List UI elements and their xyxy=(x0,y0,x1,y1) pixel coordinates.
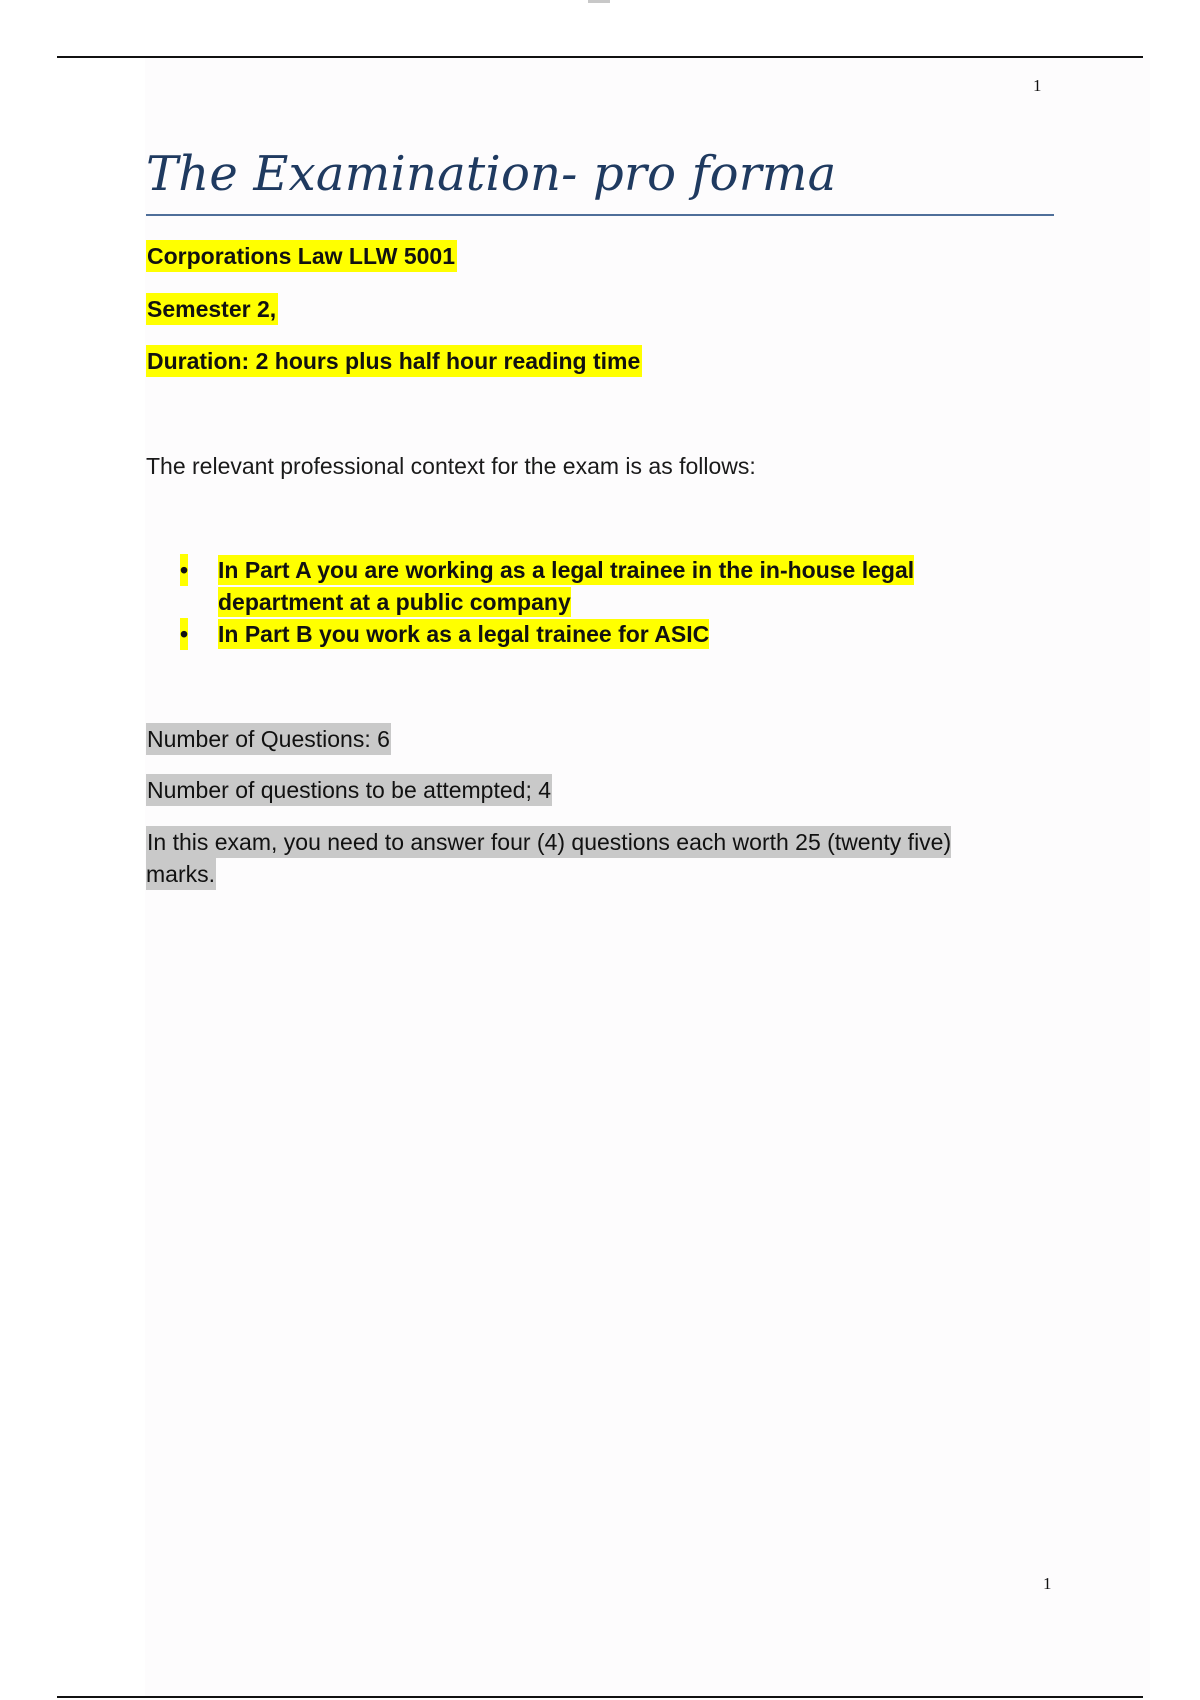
course-name-text: Corporations Law LLW 5001 xyxy=(146,240,457,272)
document-title: The Examination- pro forma xyxy=(146,146,837,202)
semester-text: Semester 2, xyxy=(146,293,278,325)
bullet-text: In Part B you work as a legal trainee for ASIC xyxy=(218,621,710,647)
page-number-top: 1 xyxy=(1033,76,1042,95)
bullet-item xyxy=(178,554,978,618)
bullet-icon: • xyxy=(180,618,188,650)
duration xyxy=(146,348,642,375)
bullet-icon: • xyxy=(180,554,188,586)
question-count-text: Number of Questions: 6 xyxy=(146,723,391,755)
bottom-rule xyxy=(57,1696,1143,1698)
course-name xyxy=(146,243,457,270)
page-number-bottom: 1 xyxy=(1043,1574,1052,1593)
top-edge-mark xyxy=(588,0,610,3)
duration-text: Duration: 2 hours plus half hour reading time xyxy=(146,345,642,377)
bullet-item xyxy=(178,618,978,650)
title-underline xyxy=(146,214,1054,216)
context-bullet-list xyxy=(178,554,978,650)
exam-instruction-text: In this exam, you need to answer four (4) questions each worth 25 (twenty five) marks. xyxy=(146,826,951,890)
questions-to-attempt-text: Number of questions to be attempted; 4 xyxy=(146,774,552,806)
top-rule xyxy=(57,56,1143,58)
exam-instruction xyxy=(146,826,1006,890)
questions-to-attempt xyxy=(146,777,552,804)
bullet-text: In Part A you are working as a legal trainee in the in-house legal department at a public company xyxy=(218,557,915,615)
context-intro: The relevant professional context for the exam is as follows: xyxy=(146,453,756,479)
semester xyxy=(146,296,278,323)
question-count xyxy=(146,726,391,753)
